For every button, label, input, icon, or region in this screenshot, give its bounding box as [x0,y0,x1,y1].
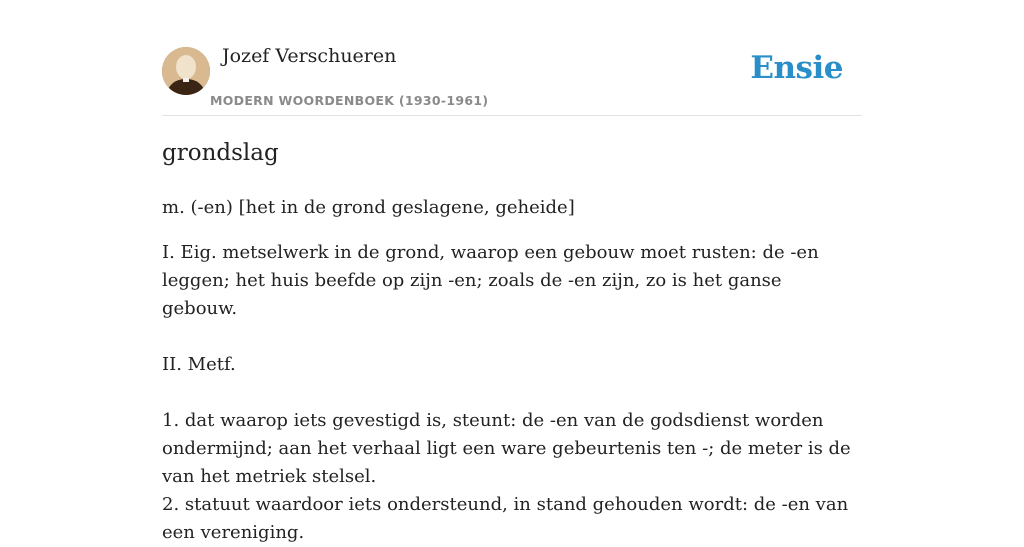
spacer [162,379,862,407]
entry-headword: grondslag [162,140,279,166]
definition-sense-2: II. Metf. [162,354,236,375]
header [162,0,862,116]
author-name[interactable]: Jozef Verschueren [222,45,397,67]
brand-logo[interactable]: Ensie [750,50,843,86]
entry-grammar: m. (-en) [het in de grond geslagene, geheide] [162,197,575,218]
definition-sense-1: I. Eig. metselwerk in de grond, waarop een gebouw moet rusten: de -en leggen; het huis beefde op zijn -en; zoals de -en zijn, zo is het ganse gebouw. [162,242,819,319]
definition-subsense-1: 1. dat waarop iets gevestigd is, steunt: de -en van de godsdienst worden ondermijnd; aan het verhaal ligt een ware gebeurtenis ten -; de meter is de van het metriek stelsel. [162,410,851,487]
author-avatar[interactable] [162,47,210,95]
spacer [162,323,862,351]
source-label[interactable]: MODERN WOORDENBOEK (1930-1961) [210,93,489,108]
portrait-icon [162,47,210,95]
definition-subsense-2: 2. statuut waardoor iets ondersteund, in stand gehouden wordt: de -en van een vereniging. [162,494,849,543]
page-container [162,0,862,543]
entry-definition [162,239,862,547]
